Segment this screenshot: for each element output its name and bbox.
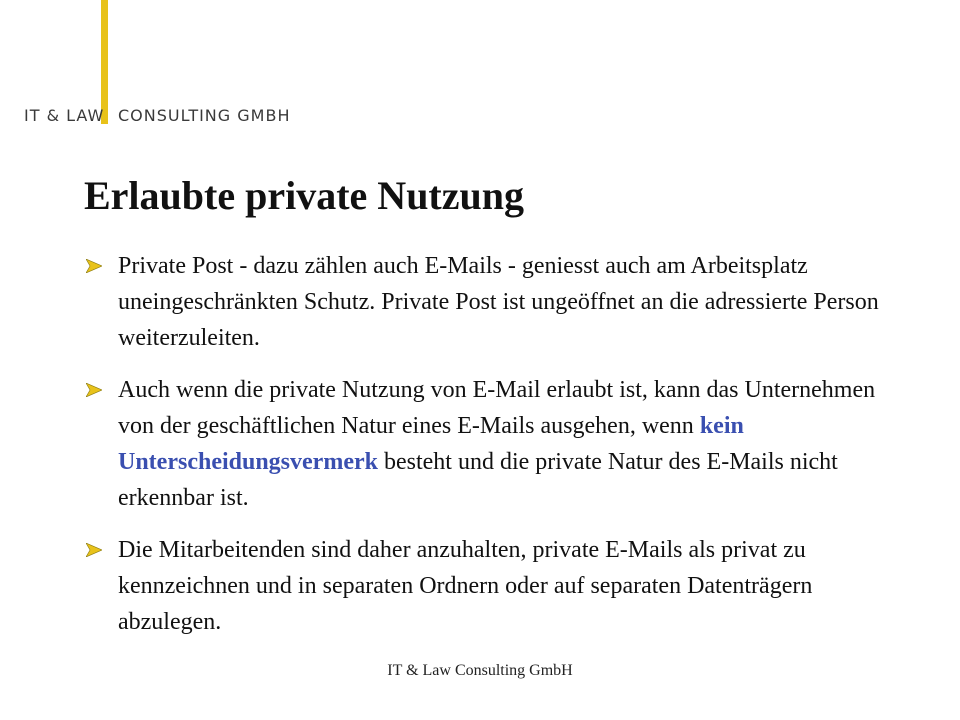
slide-title: Erlaubte private Nutzung xyxy=(84,173,524,218)
bullet-item-3 xyxy=(86,532,886,640)
bullet-text: Die Mitarbeitenden sind daher anzuhalten, private E-Mails als privat zu kennzeichnen und in separaten Ordnern oder auf separaten Datenträgern abzulegen. xyxy=(118,537,813,635)
bullet-item-2 xyxy=(86,372,886,516)
logo-text-it-law: IT & LAW xyxy=(24,106,105,125)
bullet-text-after: besteht und die private Natur des E-Mails nicht erkennbar ist. xyxy=(118,449,838,511)
highlight-term: kein Unterscheidungsvermerk xyxy=(118,413,744,475)
footer-text: IT & Law Consulting GmbH xyxy=(387,662,573,679)
bullet-item-1 xyxy=(86,248,886,356)
bullet-text-before: Auch wenn die private Nutzung von E-Mail erlaubt ist, kann das Unternehmen von der geschäftlichen Natur eines E-Mails ausgehen, wenn xyxy=(118,377,876,439)
logo-text-consulting: CONSULTING GMBH xyxy=(118,106,291,125)
bullet-list xyxy=(86,248,886,656)
bullet-text: Private Post - dazu zählen auch E-Mails - geniesst auch am Arbeitsplatz uneingeschränkten Schutz. Private Post ist ungeöffnet an die adressierte Person weiterzuleiten. xyxy=(118,253,879,351)
arrowhead-bullet-icon xyxy=(86,259,102,273)
arrowhead-bullet-icon xyxy=(86,543,102,557)
arrowhead-bullet-icon xyxy=(86,383,102,397)
